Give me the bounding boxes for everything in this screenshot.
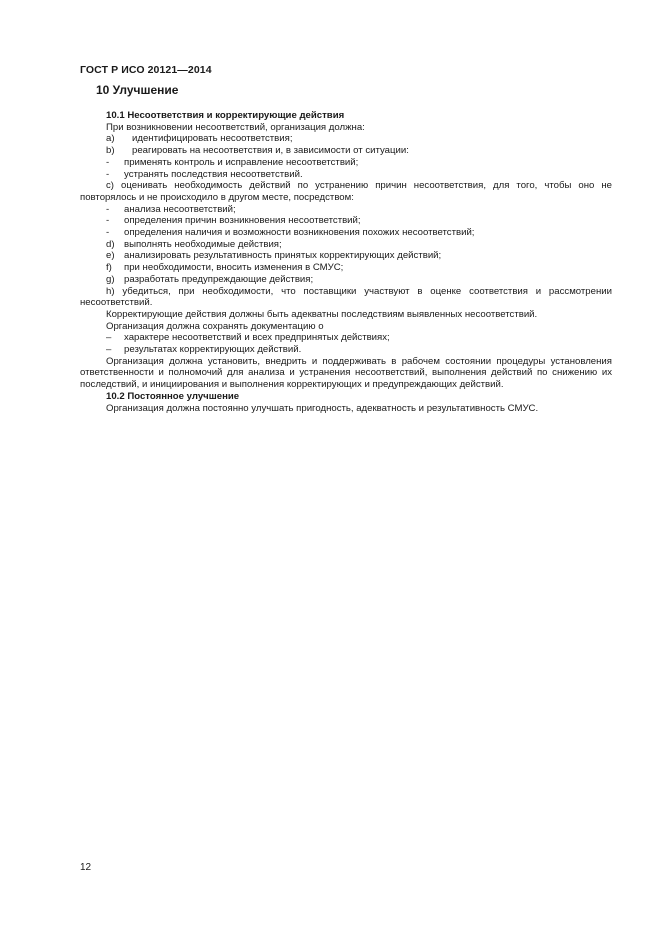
list-marker: - xyxy=(106,215,110,227)
section-body xyxy=(80,110,612,414)
procedures-paragraph: Организация должна установить, внедрить и поддерживать в рабочем состоянии процедуры установления ответственности и полномочий для анализа и устранения несоответствий, выполнения действий по снижению их последствий, и инициирования и выполнения корректирующих и предупреждающих действий. xyxy=(80,355,612,391)
improvement-paragraph: Организация должна постоянно улучшать пригодность, адекватность и результативность СМУС. xyxy=(106,402,539,414)
subsection-title-10-2: 10.2 Постоянное улучшение xyxy=(106,390,240,402)
list-item-text: выполнять необходимые действия; xyxy=(124,238,282,250)
list-item-d xyxy=(80,239,612,251)
list-item-text: применять контроль и исправление несоответствий; xyxy=(124,156,359,168)
list-marker: - xyxy=(106,227,110,239)
list-item-e xyxy=(80,250,612,262)
list-item-c-2 xyxy=(80,215,612,227)
list-item-f xyxy=(80,262,612,274)
records-item-1 xyxy=(80,332,612,344)
subsection-title-10-1: 10.1 Несоответствия и корректирующие действия xyxy=(106,110,345,121)
list-item-text: анализа несоответствий; xyxy=(124,203,236,215)
list-item-text: определения причин возникновения несоответствий; xyxy=(124,215,361,227)
adequacy-paragraph: Корректирующие действия должны быть адекватны последствиям выявленных несоответствий. xyxy=(106,308,538,320)
list-item-text: определения наличия и возможности возникновения похожих несоответствий; xyxy=(124,227,475,239)
list-item-text: идентифицировать несоответствия; xyxy=(132,133,293,145)
list-item-text: результатах корректирующих действий. xyxy=(124,344,302,356)
list-item-b-2 xyxy=(80,169,612,181)
list-marker: - xyxy=(106,203,110,215)
list-marker: f) xyxy=(106,262,112,274)
records-intro: Организация должна сохранять документацию о xyxy=(106,320,324,332)
section-title: 10 Улучшение xyxy=(96,83,179,97)
list-item-h: h) убедиться, при необходимости, что поставщики участвуют в оценке соответствия и рассмотрении несоответствий. xyxy=(80,285,612,309)
list-marker: - xyxy=(106,156,110,168)
list-item-g xyxy=(80,274,612,286)
page-number: 12 xyxy=(80,862,92,873)
list-item-c-3 xyxy=(80,227,612,239)
list-marker: – xyxy=(106,344,112,356)
list-item-text: характере несоответствий и всех предпринятых действиях; xyxy=(124,332,390,344)
list-item-b-1 xyxy=(80,157,612,169)
list-item-b xyxy=(80,145,612,157)
list-item-text: разработать предупреждающие действия; xyxy=(124,273,314,285)
list-marker: a) xyxy=(106,133,115,145)
list-item-text: устранять последствия несоответствий. xyxy=(124,168,303,180)
list-marker: b) xyxy=(106,145,115,157)
standard-designation: ГОСТ Р ИСО 20121—2014 xyxy=(80,64,212,76)
list-item-text: анализировать результативность принятых корректирующих действий; xyxy=(124,250,442,262)
list-item-c: c) оценивать необходимость действий по устранению причин несоответствия, для того, чтобы оно не повторялось и не происходило в другом месте, посредством: xyxy=(80,180,612,203)
list-item-a xyxy=(80,133,612,145)
list-marker: d) xyxy=(106,238,115,250)
list-marker: – xyxy=(106,332,112,344)
list-item-c-1 xyxy=(80,204,612,216)
list-marker: e) xyxy=(106,250,115,262)
intro-paragraph: При возникновении несоответствий, организация должна: xyxy=(106,121,365,133)
list-marker: - xyxy=(106,168,110,180)
records-item-2 xyxy=(80,344,612,356)
list-marker: g) xyxy=(106,273,115,285)
list-item-text: при необходимости, вносить изменения в СМУС; xyxy=(124,262,344,274)
list-item-text: реагировать на несоответствия и, в зависимости от ситуации: xyxy=(132,145,409,157)
